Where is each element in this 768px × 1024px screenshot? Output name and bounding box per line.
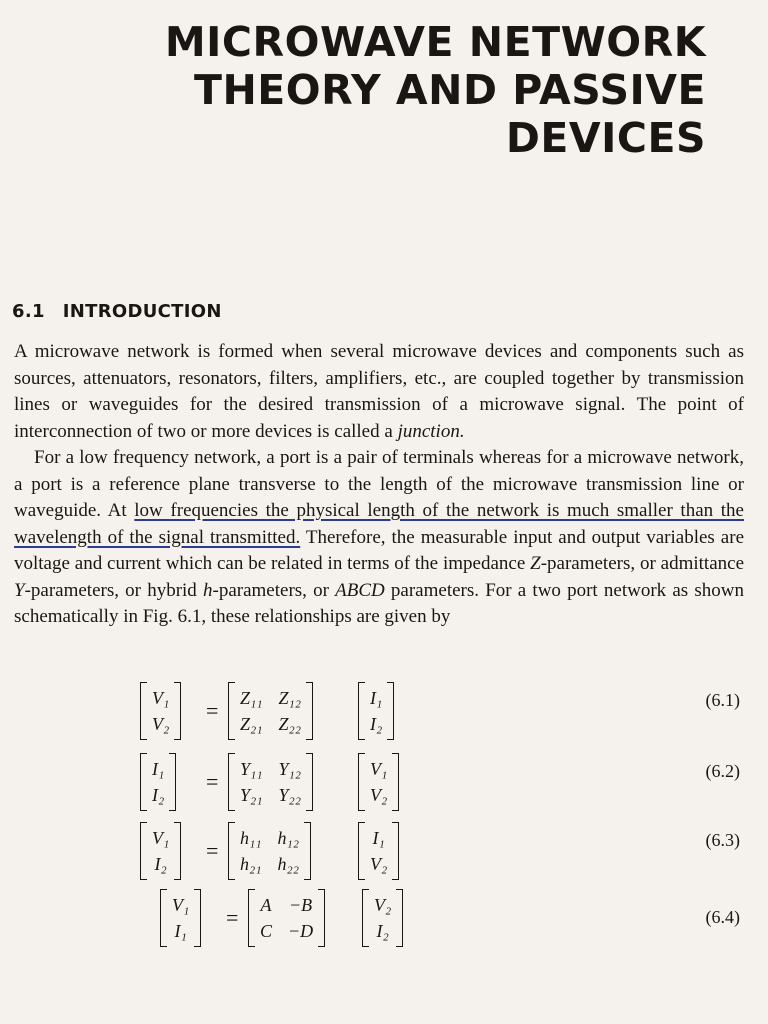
- matrix-entry: h₂₁: [240, 854, 262, 874]
- equation-number: (6.3): [705, 830, 740, 850]
- matrix-entry: h₁₁: [240, 828, 262, 848]
- rhs-vector: [358, 820, 399, 882]
- lhs-vector: [140, 751, 176, 813]
- symbol-abcd: ABCD: [335, 579, 385, 601]
- rhs-entry: V₂: [370, 785, 388, 805]
- lhs-vector: [140, 680, 181, 742]
- lhs-entry: V₂: [152, 714, 170, 734]
- paragraph-2-text-d: -parameters, or hybrid: [24, 579, 203, 601]
- equation-number: (6.4): [705, 907, 740, 927]
- lhs-vector: [140, 820, 181, 882]
- symbol-h: h: [203, 579, 213, 601]
- matrix-entry: −B: [289, 895, 313, 915]
- coefficient-matrix: [228, 680, 313, 742]
- matrix-entry: Z₂₂: [278, 714, 302, 734]
- equation-6-1: [140, 680, 740, 746]
- paragraph-2-text-a: For a low frequency network, a port is a pair of terminals whereas for a microwave network, a port is a reference plane transverse to the length of the microwave transmission line or waveguide. At: [14, 447, 744, 521]
- matrix-entry: Z₁₂: [278, 688, 302, 708]
- equation-6-4: [140, 887, 740, 953]
- equals-sign: =: [226, 905, 239, 930]
- rhs-entry: I₂: [376, 921, 389, 941]
- lhs-entry: V₁: [172, 895, 190, 915]
- rhs-vector: [358, 680, 394, 742]
- matrix-entry: Y₂₂: [278, 785, 302, 805]
- symbol-y: Y: [14, 579, 25, 601]
- equation-6-3: [140, 820, 740, 886]
- matrix-entry: Z₂₁: [240, 714, 263, 734]
- rhs-entry: V₁: [370, 759, 388, 779]
- equals-sign: =: [206, 838, 219, 863]
- paragraph-2-text-b: Therefore, the measurable input and output variables are voltage and current which can be related in terms of the impedance: [14, 526, 745, 574]
- lhs-vector: [160, 887, 201, 949]
- paragraph-2: [14, 445, 744, 631]
- lhs-entry: V₁: [152, 688, 170, 708]
- chapter-title-line-1: MICROWAVE NETWORK: [164, 18, 706, 66]
- lhs-entry: V₁: [152, 828, 170, 848]
- paragraph-2-text-e: -parameters, or: [212, 579, 336, 601]
- equation-number: (6.2): [705, 761, 740, 781]
- paragraph-1-text: A microwave network is formed when several microwave devices and components such as sources, attenuators, resonators, filters, amplifiers, etc., are coupled together by transmission lines or waveguides for the desired transmission of a microwave signal. The point of interconnection of two or more devices is called a: [14, 341, 744, 442]
- equation-6-2: [140, 751, 740, 817]
- matrix-entry: h₁₂: [277, 828, 300, 848]
- rhs-entry: V₂: [374, 895, 392, 915]
- section-title: INTRODUCTION: [62, 301, 222, 322]
- term-junction: junction.: [397, 420, 465, 442]
- matrix-entry: Y₂₁: [240, 785, 263, 805]
- equals-sign: =: [206, 698, 219, 723]
- underlined-sentence: low frequencies the physical length of the network is much smaller than the wavelength of the signal transmitted.: [14, 500, 744, 548]
- section-number: 6.1: [12, 301, 45, 322]
- lhs-entry: I₁: [174, 921, 187, 941]
- rhs-entry: I₂: [370, 714, 383, 734]
- chapter-title-line-2: THEORY AND PASSIVE: [193, 66, 706, 114]
- coefficient-matrix: [248, 887, 325, 949]
- chapter-title-line-3: DEVICES: [505, 114, 706, 162]
- rhs-entry: I₁: [372, 828, 385, 848]
- rhs-entry: V₂: [370, 854, 388, 874]
- body-text: [14, 339, 744, 631]
- rhs-vector: [358, 751, 399, 813]
- rhs-vector: [362, 887, 403, 949]
- equals-sign: =: [206, 769, 219, 794]
- matrix-entry: Y₁₁: [240, 759, 263, 779]
- matrix-entry: Y₁₂: [278, 759, 302, 779]
- matrix-entry: h₂₂: [277, 854, 300, 874]
- rhs-entry: I₁: [370, 688, 383, 708]
- matrix-entry: −D: [288, 921, 314, 941]
- chapter-title: [165, 18, 706, 162]
- matrix-entry: A: [260, 895, 272, 915]
- lhs-entry: I₂: [152, 785, 165, 805]
- equation-number: (6.1): [705, 690, 740, 710]
- section-heading: [12, 301, 222, 322]
- coefficient-matrix: [228, 751, 313, 813]
- matrix-entry: C: [260, 921, 273, 941]
- paragraph-1: [14, 339, 744, 445]
- lhs-entry: I₂: [154, 854, 167, 874]
- lhs-entry: I₁: [152, 759, 165, 779]
- coefficient-matrix: [228, 820, 311, 882]
- paragraph-2-text-c: -parameters, or admittance: [540, 553, 744, 574]
- matrix-entry: Z₁₁: [240, 688, 263, 708]
- symbol-z: Z: [530, 553, 541, 574]
- paragraph-2-text-f: parameters. For a two port network as shown schematically in Fig. 6.1, these relationships are given by: [14, 579, 744, 627]
